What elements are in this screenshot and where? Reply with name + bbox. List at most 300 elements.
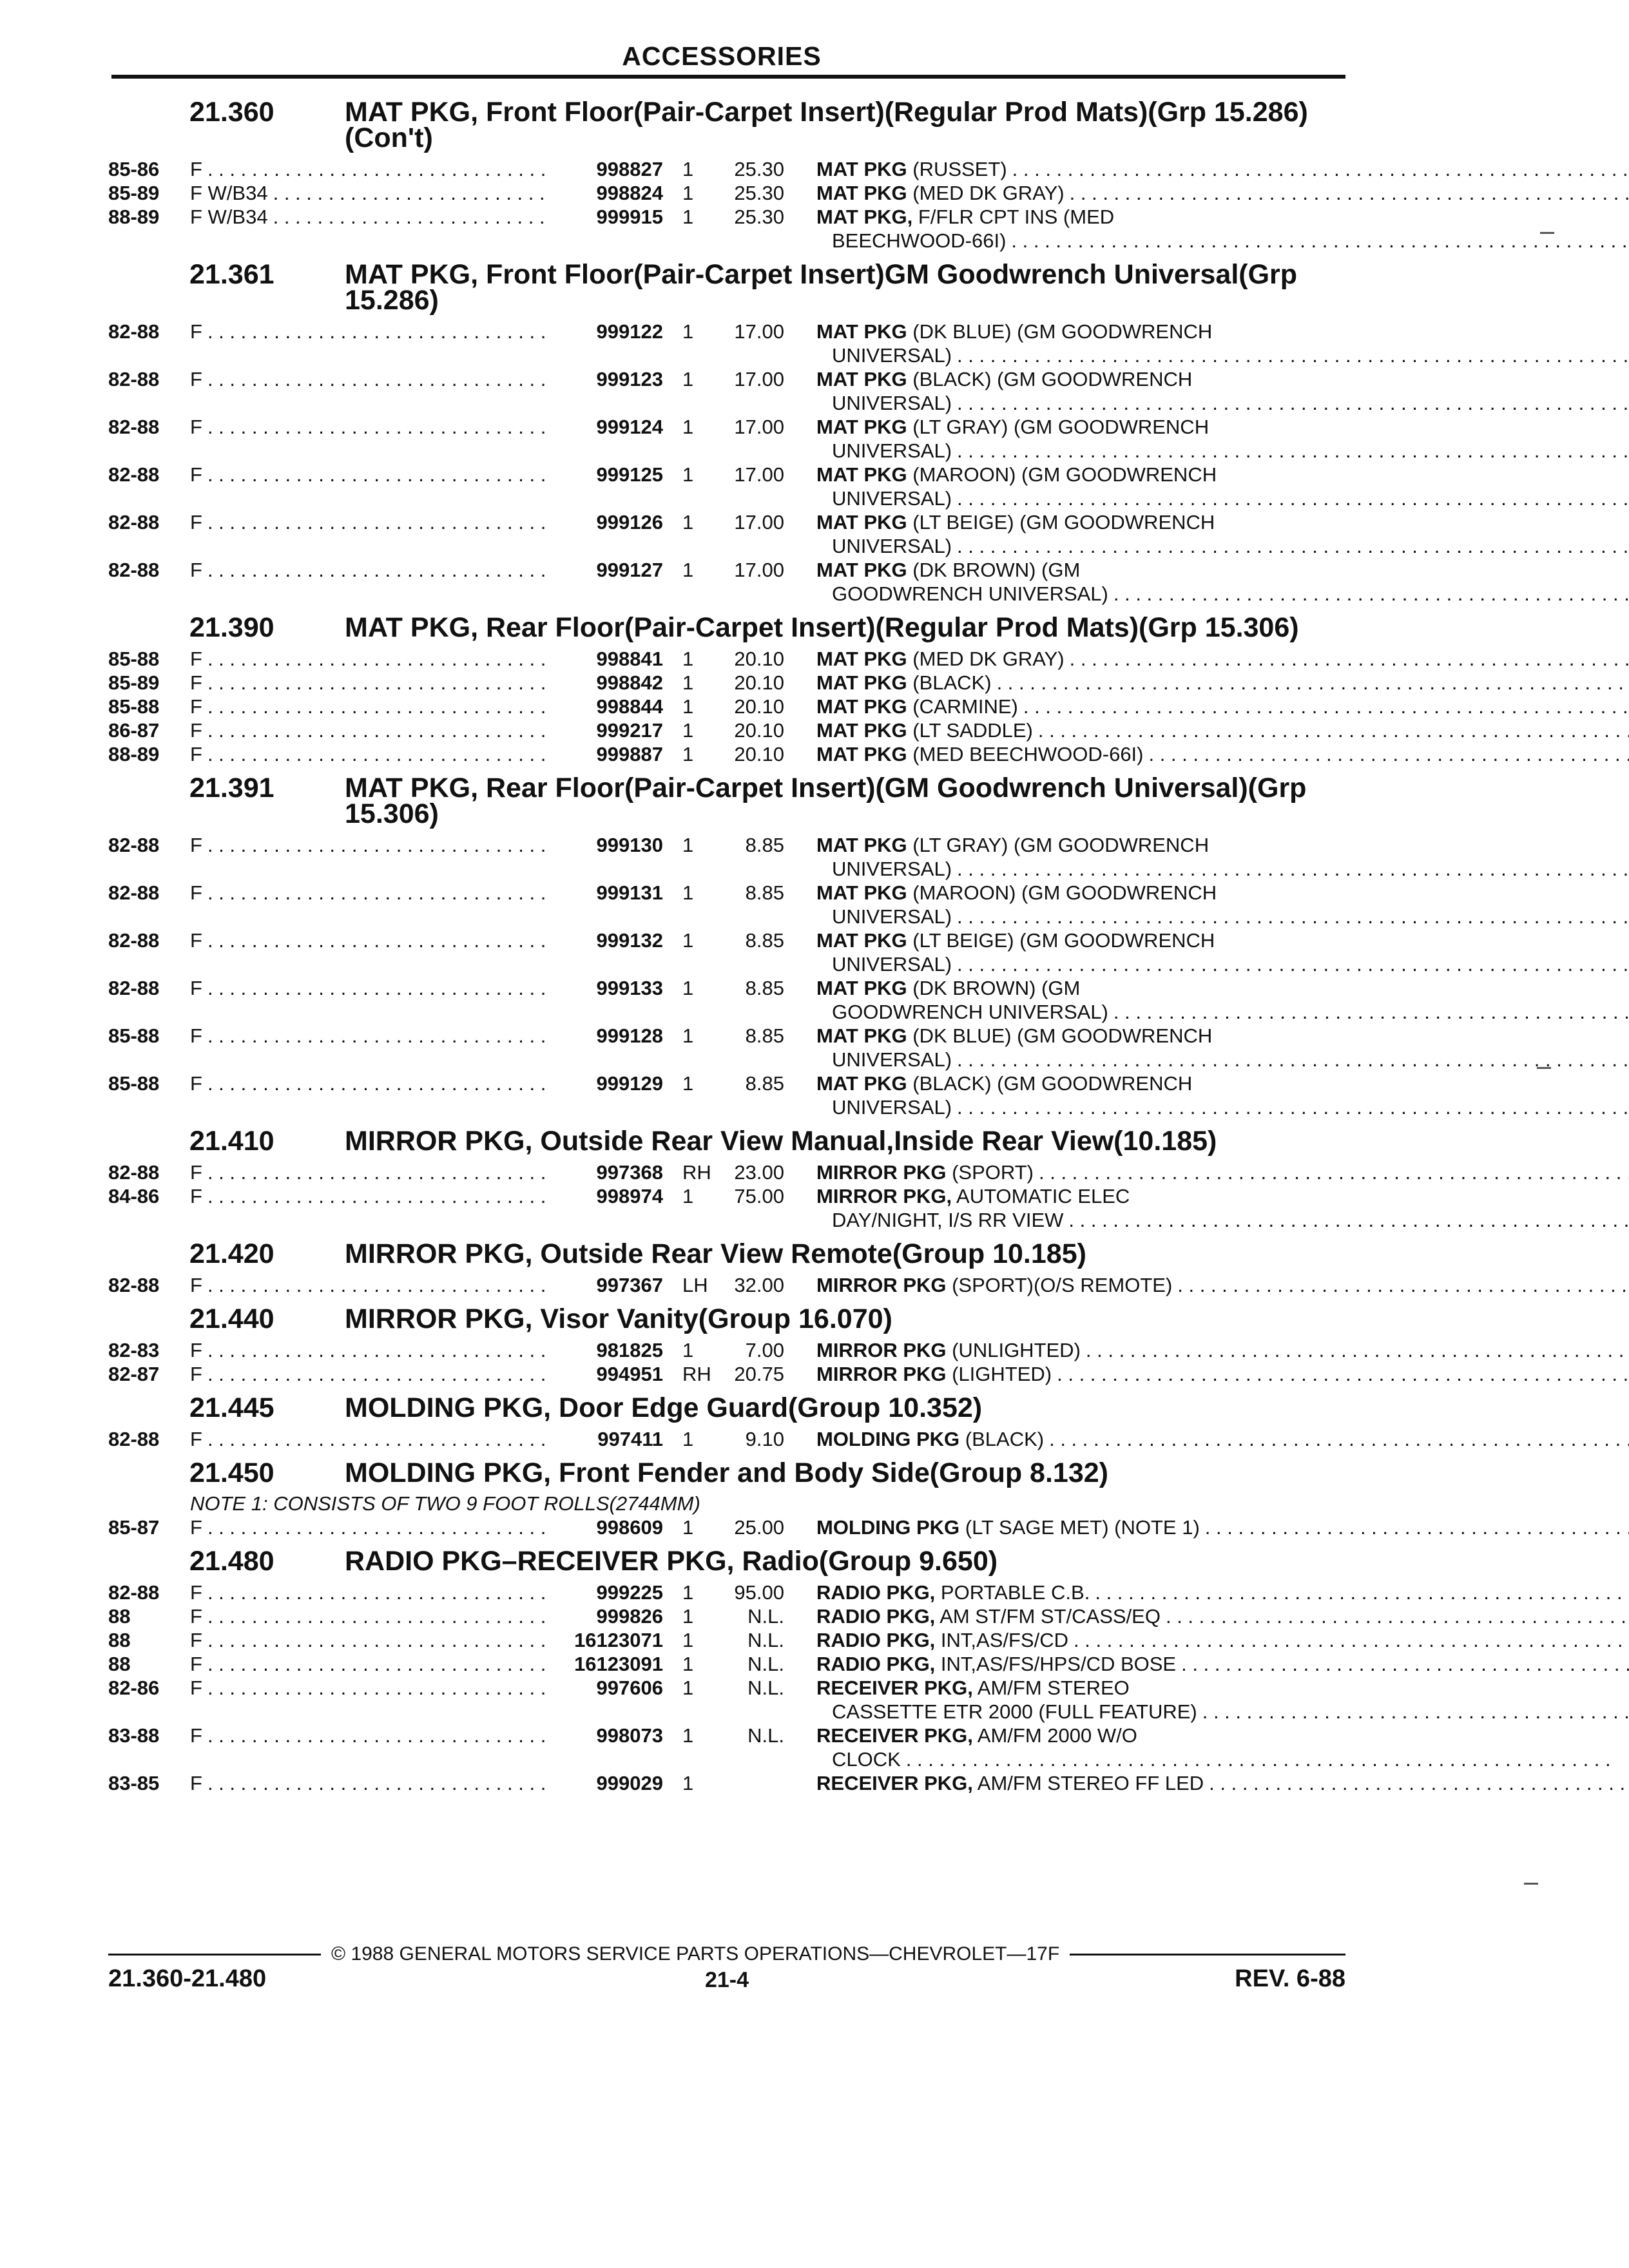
price: 7.00 xyxy=(745,1339,784,1361)
quantity: 1 xyxy=(682,320,694,343)
applicability xyxy=(190,415,551,463)
model-year: 82-88 xyxy=(108,511,160,533)
description-keyword: MAT PKG xyxy=(816,1072,907,1095)
description xyxy=(784,1652,1629,1676)
description-text: (LT GRAY) (GM GOODWRENCH xyxy=(907,834,1210,856)
dot-leader xyxy=(207,1024,551,1072)
part-row xyxy=(108,1338,1345,1362)
section-title: MAT PKG, Front Floor(Pair-Carpet Insert)(Regular Prod Mats)(Grp 15.286) (Con't) xyxy=(345,97,1308,153)
dot-leader xyxy=(1202,1700,1629,1724)
price: 8.85 xyxy=(745,1024,784,1047)
description-text: (MED DK GRAY) xyxy=(907,648,1065,670)
model-year: 85-86 xyxy=(108,158,160,180)
dot-leader xyxy=(957,1048,1629,1072)
applicability-code: F xyxy=(190,719,202,742)
description-keyword: MAT PKG xyxy=(816,929,907,952)
quantity: 1 xyxy=(682,648,694,670)
section-header xyxy=(108,99,1345,151)
applicability xyxy=(190,157,551,181)
description-keyword: MAT PKG xyxy=(816,719,907,742)
dot-leader xyxy=(1181,1652,1629,1676)
dot-leader xyxy=(1113,582,1629,606)
description-keyword: RECEIVER PKG, xyxy=(816,1772,973,1794)
part-number: 998974 xyxy=(596,1185,663,1207)
quantity: 1 xyxy=(682,1072,694,1095)
price: 17.00 xyxy=(734,559,784,581)
applicability-code: F xyxy=(190,1363,202,1385)
description-text: AM/FM 2000 W/O xyxy=(972,1724,1137,1747)
dot-leader xyxy=(207,1160,551,1184)
description-continuation: UNIVERSAL) xyxy=(832,1096,952,1119)
applicability xyxy=(190,1652,551,1676)
section-title: RADIO PKG–RECEIVER PKG, Radio(Group 9.650) xyxy=(345,1546,998,1577)
part-number: 999132 xyxy=(596,929,663,952)
applicability xyxy=(190,928,551,976)
description-text: INT,AS/FS/HPS/CD BOSE xyxy=(935,1653,1177,1675)
description-text: (CARMINE) xyxy=(907,695,1018,718)
part-number: 998841 xyxy=(596,648,663,670)
dot-leader xyxy=(207,367,551,415)
quantity: 1 xyxy=(682,416,694,438)
dot-leader xyxy=(207,1338,551,1362)
applicability xyxy=(190,1184,551,1232)
dot-leader xyxy=(1039,1160,1629,1184)
description-text: (LT SADDLE) xyxy=(907,719,1033,742)
dot-leader xyxy=(207,1072,551,1119)
model-year: 82-88 xyxy=(108,1428,160,1450)
part-row xyxy=(108,1628,1345,1652)
dot-leader xyxy=(207,1724,551,1771)
applicability xyxy=(190,1628,551,1652)
price: 23.00 xyxy=(734,1161,784,1184)
section-number: 21.450 xyxy=(189,1457,275,1488)
section-number: 21.360 xyxy=(189,97,275,128)
part-number: 16123071 xyxy=(574,1629,663,1651)
quantity: 1 xyxy=(682,1516,694,1539)
description xyxy=(784,1160,1629,1184)
applicability xyxy=(190,1771,551,1795)
dot-leader xyxy=(207,320,551,367)
footer-revision: REV. 6-88 xyxy=(1235,1965,1345,1992)
quantity: LH xyxy=(682,1274,708,1296)
description-continuation: UNIVERSAL) xyxy=(832,905,952,928)
description-keyword: MAT PKG xyxy=(816,416,907,438)
description-text: AUTOMATIC ELEC xyxy=(952,1185,1130,1207)
applicability xyxy=(190,463,551,510)
description-text: (BLACK) (GM GOODWRENCH xyxy=(907,1072,1193,1095)
description-keyword: MAT PKG xyxy=(816,881,907,904)
description xyxy=(784,320,1629,367)
description xyxy=(784,928,1629,976)
dot-leader xyxy=(207,558,551,606)
part-number: 999915 xyxy=(596,206,663,228)
part-number: 999127 xyxy=(596,559,663,581)
dot-leader xyxy=(207,157,551,181)
section-header xyxy=(108,775,1345,827)
applicability xyxy=(190,1724,551,1771)
dot-leader xyxy=(957,391,1629,415)
description-text: (DK BLUE) (GM GOODWRENCH xyxy=(907,320,1213,343)
description-continuation: CLOCK xyxy=(832,1748,901,1771)
price: 17.00 xyxy=(734,320,784,343)
part-number: 16123091 xyxy=(574,1653,663,1675)
footer-rule-right xyxy=(1070,1954,1345,1956)
model-year: 86-87 xyxy=(108,719,160,742)
model-year: 83-88 xyxy=(108,1724,160,1747)
part-row xyxy=(108,1581,1345,1604)
part-row xyxy=(108,833,1345,881)
part-number: 998609 xyxy=(596,1516,663,1539)
dot-leader xyxy=(207,1362,551,1386)
applicability xyxy=(190,833,551,881)
quantity: 1 xyxy=(682,559,694,581)
dot-leader xyxy=(207,647,551,671)
applicability-code: F xyxy=(190,1772,202,1794)
description xyxy=(784,181,1629,205)
price: 8.85 xyxy=(745,834,784,856)
section-header xyxy=(108,1303,1345,1334)
applicability-code: F W/B34 xyxy=(190,206,268,228)
description xyxy=(784,718,1629,742)
applicability-code: F xyxy=(190,463,202,486)
description-keyword: MAT PKG xyxy=(816,743,907,765)
description xyxy=(784,1581,1629,1604)
dot-leader xyxy=(1149,742,1629,766)
section-number: 21.390 xyxy=(189,612,275,643)
model-year: 85-89 xyxy=(108,182,160,204)
model-year: 82-88 xyxy=(108,320,160,343)
part-row xyxy=(108,695,1345,718)
part-row xyxy=(108,928,1345,976)
dot-leader xyxy=(957,486,1629,510)
price: 32.00 xyxy=(734,1274,784,1296)
edge-mark xyxy=(1524,1883,1538,1885)
section-title: MIRROR PKG, Outside Rear View Manual,Inside Rear View(10.185) xyxy=(345,1126,1217,1157)
description xyxy=(784,1604,1629,1628)
description-continuation: UNIVERSAL) xyxy=(832,392,952,414)
part-row xyxy=(108,976,1345,1024)
price: 20.10 xyxy=(734,695,784,718)
description-keyword: MAT PKG, xyxy=(816,206,913,228)
applicability xyxy=(190,695,551,718)
part-row xyxy=(108,1427,1345,1451)
part-row xyxy=(108,671,1345,695)
part-number: 999126 xyxy=(596,511,663,533)
dot-leader xyxy=(207,1273,551,1297)
applicability xyxy=(190,671,551,695)
applicability-code: F xyxy=(190,1653,202,1675)
price: 25.30 xyxy=(734,206,784,228)
description-keyword: MAT PKG xyxy=(816,977,907,999)
model-year: 82-88 xyxy=(108,977,160,999)
description-keyword: MIRROR PKG xyxy=(816,1363,947,1385)
part-row xyxy=(108,1515,1345,1539)
description-keyword: RADIO PKG, xyxy=(816,1629,936,1651)
section-number: 21.361 xyxy=(189,259,275,290)
part-number: 999130 xyxy=(596,834,663,856)
model-year: 85-89 xyxy=(108,671,160,694)
part-number: 998827 xyxy=(596,158,663,180)
dot-leader xyxy=(207,718,551,742)
quantity: 1 xyxy=(682,1629,694,1651)
model-year: 84-86 xyxy=(108,1185,160,1207)
applicability xyxy=(190,1338,551,1362)
dot-leader xyxy=(207,1676,551,1724)
applicability-code: F xyxy=(190,1024,202,1047)
description-keyword: MAT PKG xyxy=(816,559,907,581)
description-text: (MAROON) (GM GOODWRENCH xyxy=(907,463,1217,486)
description-keyword: MAT PKG xyxy=(816,511,907,533)
description-continuation: UNIVERSAL) xyxy=(832,1048,952,1071)
description xyxy=(784,205,1629,253)
dot-leader xyxy=(1113,1000,1629,1024)
price: N.L. xyxy=(747,1724,784,1747)
applicability-code: F xyxy=(190,1072,202,1095)
price: 17.00 xyxy=(734,511,784,533)
model-year: 88-89 xyxy=(108,743,160,765)
price: 8.85 xyxy=(745,977,784,999)
description-keyword: MAT PKG xyxy=(816,695,907,718)
parts-catalog-content xyxy=(108,90,1345,1795)
description-continuation: UNIVERSAL) xyxy=(832,953,952,975)
footer-range: 21.360-21.480 xyxy=(108,1965,267,1992)
section-number: 21.391 xyxy=(189,773,275,803)
section-title: MOLDING PKG, Door Edge Guard(Group 10.352) xyxy=(345,1392,983,1423)
quantity: 1 xyxy=(682,1653,694,1675)
dot-leader xyxy=(1086,1338,1629,1362)
applicability xyxy=(190,181,551,205)
footer-copyright-line xyxy=(108,1943,1345,1965)
applicability xyxy=(190,1362,551,1386)
quantity: 1 xyxy=(682,671,694,694)
dot-leader xyxy=(957,857,1629,881)
dot-leader xyxy=(207,1427,551,1451)
applicability xyxy=(190,1024,551,1072)
price: 20.10 xyxy=(734,743,784,765)
footer-rule-left xyxy=(108,1954,321,1956)
applicability-code: F xyxy=(190,158,202,180)
part-number: 999131 xyxy=(596,881,663,904)
part-number: 999826 xyxy=(596,1605,663,1628)
edge-mark xyxy=(1540,232,1554,234)
section-title: MAT PKG, Rear Floor(Pair-Carpet Insert)(Regular Prod Mats)(Grp 15.306) xyxy=(345,612,1299,643)
quantity: 1 xyxy=(682,881,694,904)
quantity: 1 xyxy=(682,929,694,952)
model-year: 82-88 xyxy=(108,416,160,438)
applicability-code: F xyxy=(190,1185,202,1207)
applicability xyxy=(190,1427,551,1451)
section-header xyxy=(108,1392,1345,1423)
applicability-code: F xyxy=(190,695,202,718)
quantity: 1 xyxy=(682,1772,694,1794)
model-year: 82-88 xyxy=(108,1274,160,1296)
price: 20.75 xyxy=(734,1363,784,1385)
description xyxy=(784,1427,1629,1451)
dot-leader xyxy=(207,671,551,695)
applicability-code: F xyxy=(190,1516,202,1539)
model-year: 85-88 xyxy=(108,1024,160,1047)
description-text: (BLACK) xyxy=(959,1428,1045,1450)
model-year: 82-88 xyxy=(108,368,160,390)
header-rule xyxy=(111,75,1345,79)
dot-leader xyxy=(906,1747,1611,1771)
dot-leader xyxy=(997,671,1629,695)
dot-leader xyxy=(273,181,551,205)
description-continuation: GOODWRENCH UNIVERSAL) xyxy=(832,582,1108,605)
quantity: 1 xyxy=(682,1428,694,1450)
price: N.L. xyxy=(747,1605,784,1628)
model-year: 85-88 xyxy=(108,1072,160,1095)
applicability-code: F xyxy=(190,743,202,765)
section-header xyxy=(108,612,1345,643)
quantity: 1 xyxy=(682,834,694,856)
dot-leader xyxy=(207,510,551,558)
dot-leader xyxy=(207,742,551,766)
description-keyword: MAT PKG xyxy=(816,368,907,390)
description xyxy=(784,367,1629,415)
dot-leader xyxy=(207,881,551,928)
section-header xyxy=(108,259,1345,316)
model-year: 82-86 xyxy=(108,1677,160,1699)
description-keyword: MOLDING PKG xyxy=(816,1516,960,1539)
description xyxy=(784,157,1629,181)
quantity: 1 xyxy=(682,695,694,718)
section-number: 21.440 xyxy=(189,1303,275,1334)
dot-leader xyxy=(207,463,551,510)
dot-leader xyxy=(957,534,1629,558)
applicability xyxy=(190,1676,551,1724)
dot-leader xyxy=(1068,1208,1629,1232)
description-text: (BLACK) xyxy=(907,671,992,694)
quantity: 1 xyxy=(682,1581,694,1604)
model-year: 83-85 xyxy=(108,1772,160,1794)
description xyxy=(784,1338,1629,1362)
part-number: 998842 xyxy=(596,671,663,694)
description-keyword: RECEIVER PKG, xyxy=(816,1724,973,1747)
description xyxy=(784,510,1629,558)
part-row xyxy=(108,1072,1345,1119)
section-title: MIRROR PKG, Outside Rear View Remote(Group 10.185) xyxy=(345,1238,1086,1269)
dot-leader xyxy=(207,833,551,881)
description-text: (LT SAGE MET) (NOTE 1) xyxy=(959,1516,1200,1539)
part-number: 997606 xyxy=(596,1677,663,1699)
description xyxy=(784,415,1629,463)
description xyxy=(784,463,1629,510)
footer-page-number: 21-4 xyxy=(704,1968,749,1992)
description-keyword: RADIO PKG, xyxy=(816,1653,936,1675)
description xyxy=(784,1072,1629,1119)
description-continuation: DAY/NIGHT, I/S RR VIEW xyxy=(832,1209,1064,1231)
dot-leader xyxy=(957,905,1629,928)
price: 25.30 xyxy=(734,158,784,180)
applicability-code: F xyxy=(190,1581,202,1604)
price: 8.85 xyxy=(745,881,784,904)
description-text: (UNLIGHTED) xyxy=(946,1339,1081,1361)
dot-leader xyxy=(1095,1581,1629,1604)
part-row xyxy=(108,1771,1345,1795)
applicability xyxy=(190,1604,551,1628)
model-year: 88 xyxy=(108,1653,131,1675)
description xyxy=(784,1273,1629,1297)
page-header-title: ACCESSORIES xyxy=(622,41,822,71)
description-text: (DK BROWN) (GM xyxy=(907,559,1081,581)
part-row xyxy=(108,1676,1345,1724)
dot-leader xyxy=(1049,1427,1629,1451)
price: 17.00 xyxy=(734,416,784,438)
applicability-code: F xyxy=(190,1274,202,1296)
applicability-code: F xyxy=(190,834,202,856)
quantity: 1 xyxy=(682,1024,694,1047)
section-title: MAT PKG, Rear Floor(Pair-Carpet Insert)(GM Goodwrench Universal)(Grp 15.306) xyxy=(345,773,1307,829)
description-text: AM/FM STEREO xyxy=(972,1677,1130,1699)
applicability-code: F xyxy=(190,671,202,694)
price: 20.10 xyxy=(734,671,784,694)
part-number: 999124 xyxy=(596,416,663,438)
part-number: 999128 xyxy=(596,1024,663,1047)
applicability xyxy=(190,1072,551,1119)
applicability xyxy=(190,558,551,606)
part-number: 999122 xyxy=(596,320,663,343)
quantity: 1 xyxy=(682,1724,694,1747)
price: 20.10 xyxy=(734,719,784,742)
applicability-code: F xyxy=(190,977,202,999)
part-row xyxy=(108,367,1345,415)
description-text: (MAROON) (GM GOODWRENCH xyxy=(907,881,1217,904)
part-number: 997368 xyxy=(596,1161,663,1184)
dot-leader xyxy=(207,415,551,463)
description-text: (LT BEIGE) (GM GOODWRENCH xyxy=(907,511,1215,533)
description xyxy=(784,647,1629,671)
price xyxy=(711,1771,784,1795)
dot-leader xyxy=(1070,647,1629,671)
part-row xyxy=(108,320,1345,367)
part-number: 999133 xyxy=(596,977,663,999)
quantity: RH xyxy=(682,1161,711,1184)
part-number: 998073 xyxy=(596,1724,663,1747)
dot-leader xyxy=(1012,157,1629,181)
part-row xyxy=(108,1652,1345,1676)
dot-leader xyxy=(207,976,551,1024)
description xyxy=(784,1724,1611,1771)
description-keyword: MAT PKG xyxy=(816,1024,907,1047)
description-continuation: UNIVERSAL) xyxy=(832,344,952,367)
description xyxy=(784,1676,1629,1724)
section-header xyxy=(108,1238,1345,1269)
description-text: (RUSSET) xyxy=(907,158,1007,180)
part-row xyxy=(108,157,1345,181)
dot-leader xyxy=(207,1515,551,1539)
part-number: 999887 xyxy=(596,743,663,765)
description-text: (LT BEIGE) (GM GOODWRENCH xyxy=(907,929,1215,952)
part-row xyxy=(108,742,1345,766)
part-number: 994951 xyxy=(596,1363,663,1385)
applicability xyxy=(190,1581,551,1604)
quantity: 1 xyxy=(682,719,694,742)
applicability xyxy=(190,976,551,1024)
description-keyword: MAT PKG xyxy=(816,834,907,856)
description-keyword: MIRROR PKG xyxy=(816,1274,947,1296)
description-text: (MED BEECHWOOD-66I) xyxy=(907,743,1144,765)
part-number: 999029 xyxy=(596,1772,663,1794)
applicability-code: F xyxy=(190,1724,202,1747)
description-text: (DK BROWN) (GM xyxy=(907,977,1081,999)
applicability xyxy=(190,742,551,766)
applicability xyxy=(190,1160,551,1184)
model-year: 85-88 xyxy=(108,695,160,718)
applicability-code: F W/B34 xyxy=(190,182,268,204)
part-number: 999123 xyxy=(596,368,663,390)
part-row xyxy=(108,1362,1345,1386)
